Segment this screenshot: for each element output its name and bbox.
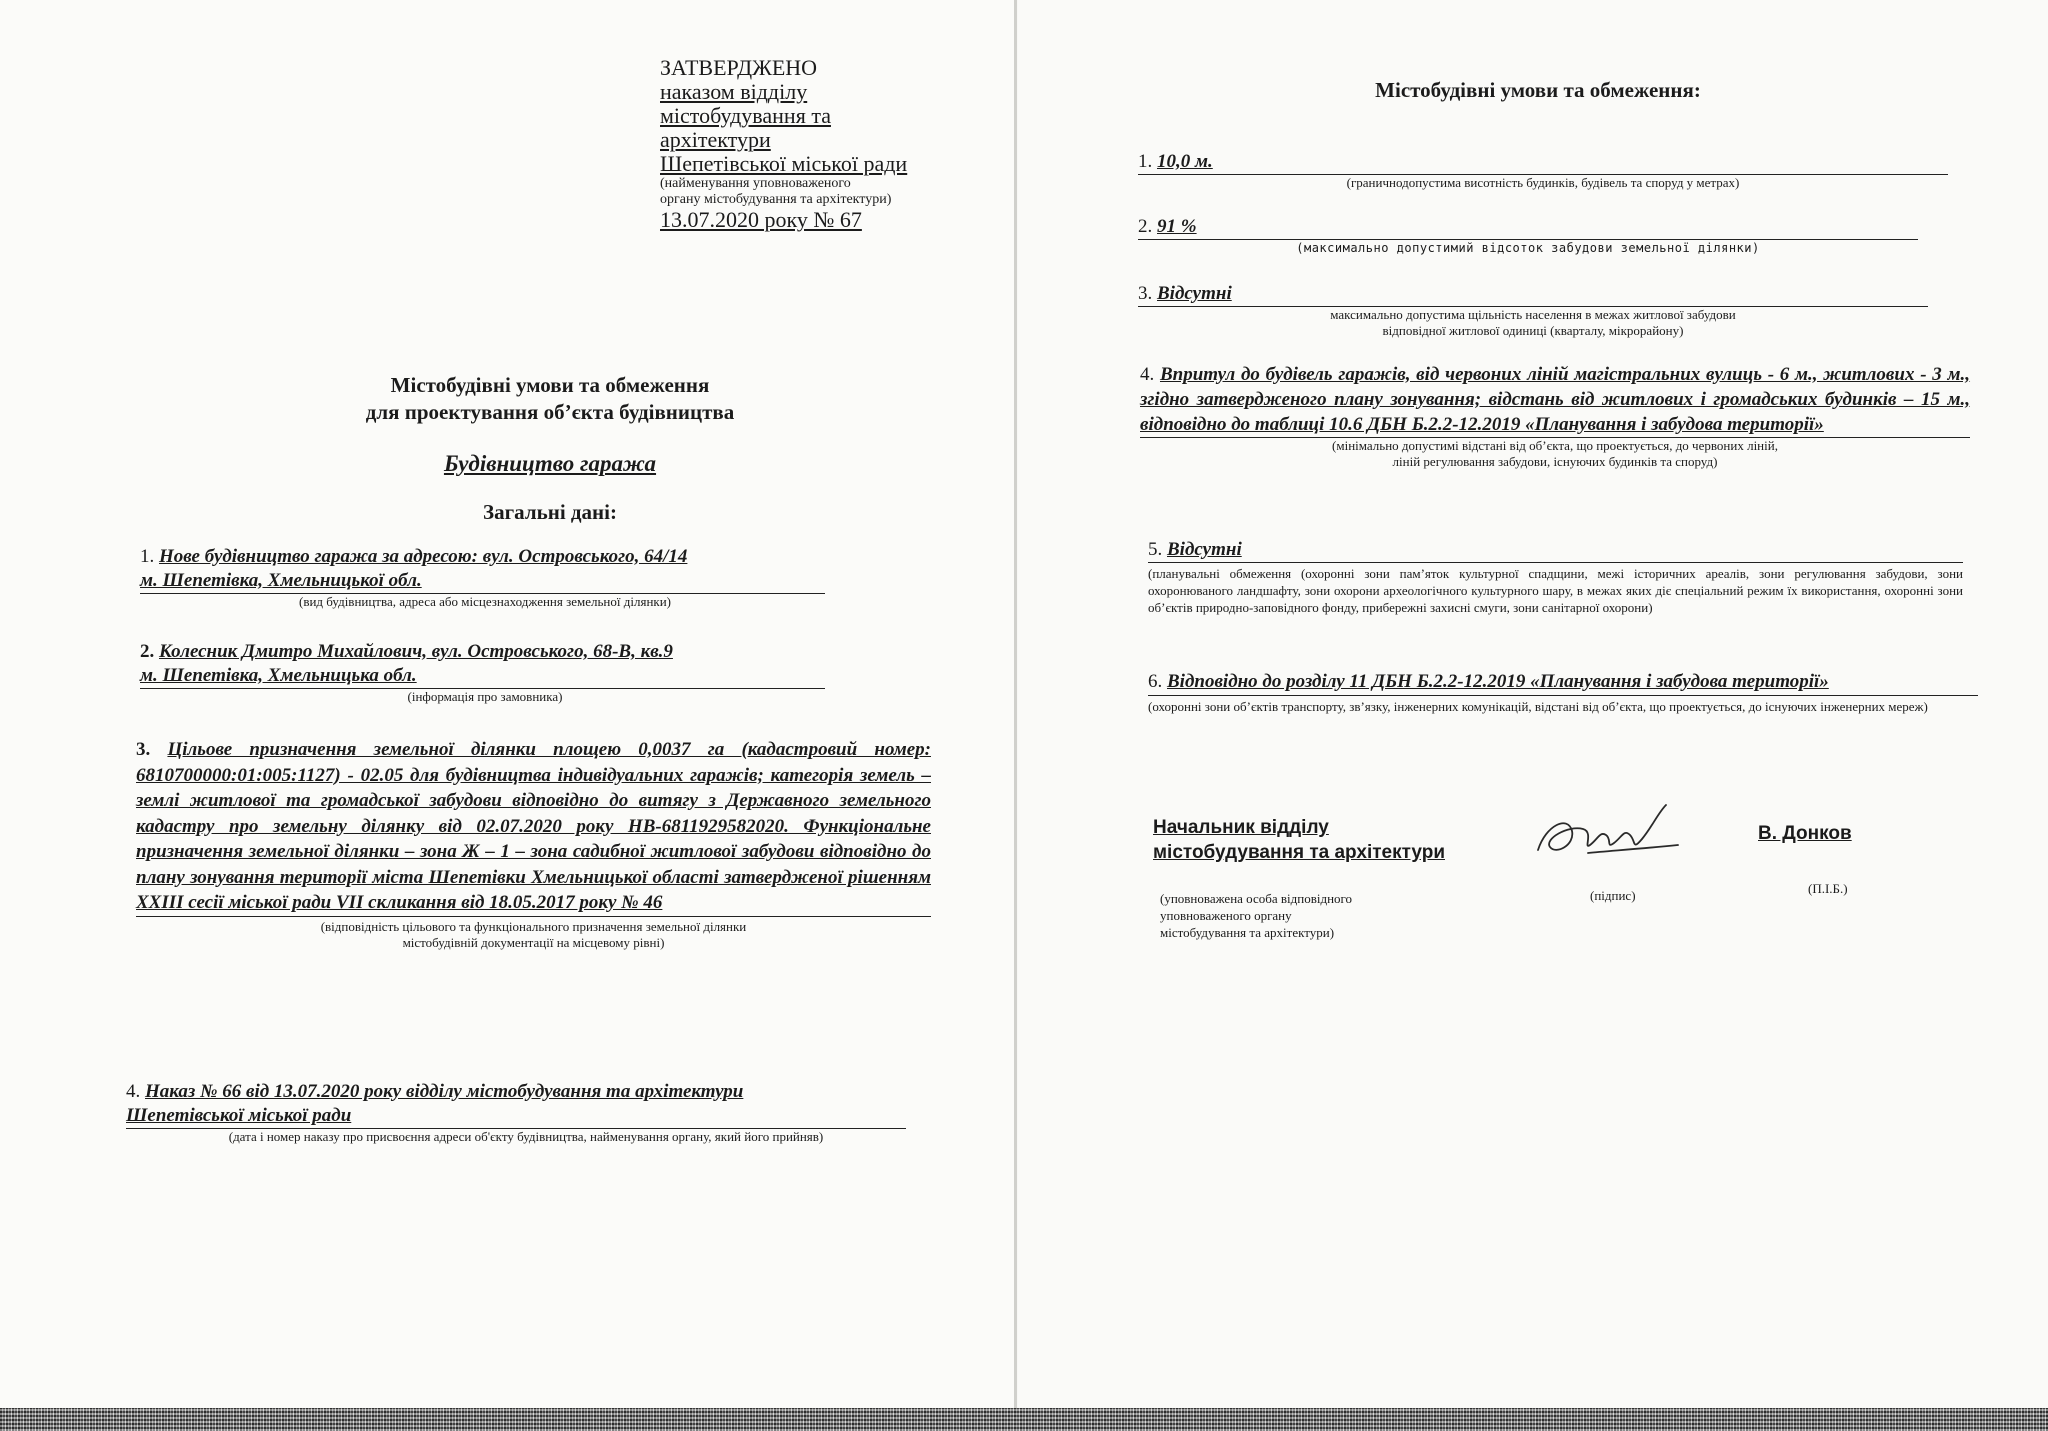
item-value: Впритул до будівель гаражів, від червоних ліній магістральних вулиць - 6 м., житлових - 3 м., згідно затвердженого плану зонування; відстань від житлових і громадських будинків – 15 м., відповідно до таблиці 10.6 ДБН Б.2.2-12.2019 «Планування і забудова території» [1140, 364, 1971, 435]
name-caption: (П.І.Б.) [1808, 881, 1848, 896]
right-item-4 [1140, 362, 1970, 470]
right-item-6 [1148, 668, 1978, 715]
item-number: 1. [140, 546, 155, 567]
approval-date: 13.07.2020 року № 67 [660, 207, 862, 232]
signatory-role-caption [1160, 890, 1480, 941]
item-value: 10,0 м. [1157, 151, 1213, 172]
right-item-2 [1138, 215, 1918, 256]
item-value: Відсутні [1167, 539, 1242, 560]
item-number: 2. [1138, 216, 1153, 237]
general-data-heading: Загальні дані: [483, 500, 617, 524]
page-divider [1014, 0, 1017, 1408]
item-number: 3. [1138, 283, 1153, 304]
item-caption: відповідної житлової одиниці (кварталу, мікрорайону) [1382, 323, 1684, 338]
item-number: 5. [1148, 539, 1163, 560]
left-item-3 [136, 737, 931, 951]
item-caption: ліній регулювання забудови, існуючих будинків та споруд) [1392, 454, 1718, 469]
item-value: Шепетівської міської ради [126, 1105, 352, 1126]
approval-title: ЗАТВЕРДЖЕНО [660, 55, 818, 80]
approval-line: містобудування та [660, 103, 831, 128]
approval-note: органу містобудування та архітектури) [660, 192, 892, 207]
item-caption: (максимально допустимий відсоток забудови земельної ділянки) [1296, 241, 1760, 255]
document-title-line: для проектування об’єкта будівництва [365, 400, 735, 424]
item-caption: (планувальні обмеження (охоронні зони пам’яток культурної спадщини, межі історичних ареалів, зони регулювання забудови, зони охоронюваного ландшафту, зони охорони археологічного культурного шару, в межах яких діє спеціальний режим їх використання, охоронні зони об’єктів природно-заповідного фонду, прибережні захисні смуги, зони санітарної охорони) [1148, 566, 1963, 615]
item-value: Нове будівництво гаража за адресою: вул. Островського, 64/14 [159, 546, 688, 567]
right-item-5 [1148, 538, 1963, 616]
signature-caption: (підпис) [1590, 888, 1636, 903]
item-number: 4. [126, 1081, 141, 1102]
signatory-title: містобудування та архітектури [1153, 842, 1445, 863]
item-number: 1. [1138, 151, 1153, 172]
item-caption: (граничнодопустима висотність будинків, будівель та споруд у метрах) [1346, 175, 1740, 190]
item-caption: максимально допустима щільність населення в межах житлової забудови [1330, 307, 1736, 322]
document-title-line: Містобудівні умови та обмеження [390, 373, 710, 397]
left-item-4 [126, 1080, 926, 1145]
item-caption: (дата і номер наказу про присвоєння адреси об'єкту будівництва, найменування органу, який його прийняв) [228, 1129, 824, 1144]
caption-line: (уповноважена особа відповідного [1160, 891, 1353, 906]
signature-icon [1528, 795, 1698, 875]
item-value: м. Шепетівка, Хмельницької обл. [140, 570, 422, 591]
signatory-title: Начальник відділу [1153, 817, 1329, 838]
item-caption: (охоронні зони об’єктів транспорту, зв’язку, інженерних комунікацій, відстані від об’єкта, що проектується, до існуючих інженерних мереж) [1148, 699, 1928, 714]
item-caption: (мінімально допустимі відстані від об’єкта, що проектується, до червоних ліній, [1332, 438, 1778, 453]
signatory-block [1153, 815, 1513, 865]
caption-line: містобудування та архітектури) [1160, 925, 1335, 940]
restrictions-heading: Містобудівні умови та обмеження: [1375, 78, 1701, 102]
item-caption: (вид будівництва, адреса або місцезнаходження земельної ділянки) [298, 594, 672, 609]
item-caption: містобудівній документації на місцевому рівні) [402, 934, 665, 950]
scan-artifact-band [0, 1408, 2048, 1431]
item-number: 2. [140, 641, 155, 662]
item-number: 3. [136, 739, 151, 760]
item-value: Цільове призначення земельної ділянки площею 0,0037 га (кадастровий номер: 6810700000:01:005:1127) - 02.05 для будівництва індивідуальних гаражів; категорія земель – землі житлової та громадської забудови відповідно до витягу з Державного земельного кадастру про земельну ділянку від 02.07.2020 року НВ-6811929582020. Функціональне призначення земельної ділянки – зона Ж – 1 – зона садибної житлової забудови відповідно до плану зонування території міста Шепетівки Хмельницької області затвердженої рішенням XXIII сесії міської ради VII скликання від 18.05.2017 року № 46 [136, 739, 931, 913]
item-value: Наказ № 66 від 13.07.2020 року відділу містобудування та архітектури [145, 1081, 744, 1102]
document-title [300, 372, 800, 426]
signatory-name: В. Донков [1758, 823, 1852, 844]
left-item-1 [140, 545, 830, 610]
item-caption: (інформація про замовника) [407, 689, 563, 704]
item-value: Колесник Дмитро Михайлович, вул. Островського, 68-В, кв.9 [159, 641, 673, 662]
item-number: 6. [1148, 671, 1163, 692]
object-title: Будівництво гаража [443, 451, 657, 476]
right-item-1 [1138, 150, 1948, 191]
left-page [0, 0, 1016, 1408]
left-item-2 [140, 640, 830, 705]
item-value: Відсутні [1157, 283, 1232, 304]
approval-note: (найменування уповноваженого [660, 176, 851, 191]
item-number: 4. [1140, 364, 1155, 385]
approval-line: архітектури [660, 127, 771, 152]
caption-line: уповноваженого органу [1160, 908, 1292, 923]
item-value: м. Шепетівка, Хмельницька обл. [140, 665, 417, 686]
item-value: 91 % [1157, 216, 1197, 237]
item-value: Відповідно до розділу 11 ДБН Б.2.2-12.2019 «Планування і забудова території» [1167, 671, 1829, 692]
approval-stamp [660, 56, 980, 232]
item-caption: (відповідність цільового та функціонального призначення земельної ділянки [320, 918, 747, 934]
approval-line: наказом відділу [660, 79, 808, 104]
approval-line: Шепетівської міської ради [660, 151, 908, 176]
right-item-3 [1138, 282, 1928, 339]
right-page [1018, 0, 2048, 1408]
